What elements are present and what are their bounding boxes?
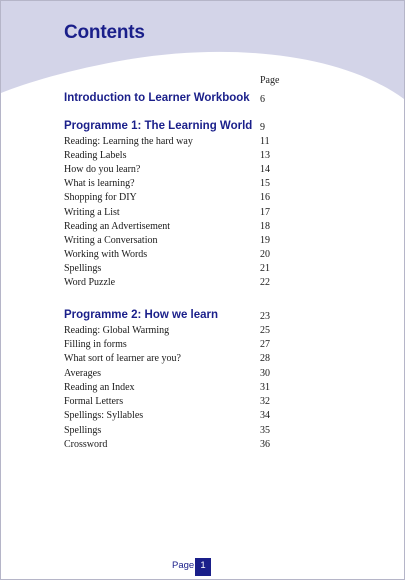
toc-page-number: 16 (260, 192, 270, 203)
toc-entry-label: Formal Letters (64, 396, 124, 407)
toc-entry-label: Writing a List (64, 207, 120, 218)
toc-entry-label: Reading an Advertisement (64, 221, 171, 232)
toc-page-number: 25 (260, 325, 270, 336)
toc-entry[interactable] (64, 439, 284, 453)
toc-entry-label: Shopping for DIY (64, 192, 137, 203)
toc-entry-label: Writing a Conversation (64, 235, 158, 246)
toc-entry[interactable] (64, 277, 284, 291)
toc-heading-programme-2[interactable] (64, 311, 284, 325)
toc-entry-label: Working with Words (64, 249, 148, 260)
toc-page-number: 32 (260, 396, 270, 407)
toc-entry[interactable] (64, 192, 284, 206)
toc-page-number: 27 (260, 339, 270, 350)
toc-entry[interactable] (64, 164, 284, 178)
toc-entry[interactable] (64, 235, 284, 249)
footer-page-number: 1 (195, 558, 211, 576)
toc-entry-label: How do you learn? (64, 164, 141, 175)
toc-entry-introduction[interactable] (64, 94, 284, 108)
toc-page-number: 23 (260, 311, 270, 322)
toc-page-number: 28 (260, 353, 270, 364)
toc-entry[interactable] (64, 325, 284, 339)
toc-page-number: 18 (260, 221, 270, 232)
toc-entry[interactable] (64, 410, 284, 424)
toc-entry[interactable] (64, 339, 284, 353)
toc-entry[interactable] (64, 425, 284, 439)
toc-heading-programme-1[interactable] (64, 122, 284, 136)
toc-entry-label: Word Puzzle (64, 277, 116, 288)
toc-entry-label: What sort of learner are you? (64, 353, 181, 364)
toc-entry[interactable] (64, 368, 284, 382)
page-column-label: Page (260, 75, 280, 86)
toc-entry[interactable] (64, 136, 284, 150)
toc-entry[interactable] (64, 221, 284, 235)
toc-entry-label: Spellings (64, 263, 102, 274)
footer-page-label: Page (172, 560, 195, 571)
toc-page-number: 9 (260, 122, 265, 133)
toc-page-number: 6 (260, 94, 265, 105)
toc-page-number: 21 (260, 263, 270, 274)
toc-entry-label: Reading: Learning the hard way (64, 136, 193, 147)
toc-page-number: 30 (260, 368, 270, 379)
toc-entry-label: Spellings (64, 425, 102, 436)
toc-entry[interactable] (64, 396, 284, 410)
toc-entry-label: Spellings: Syllables (64, 410, 144, 421)
toc-page-number: 35 (260, 425, 270, 436)
toc-page-number: 13 (260, 150, 270, 161)
toc-entry-label: Filling in forms (64, 339, 127, 350)
toc-entry[interactable] (64, 263, 284, 277)
toc-entry[interactable] (64, 353, 284, 367)
toc-heading-label: Programme 2: How we learn (64, 309, 219, 321)
toc-entry-label: What is learning? (64, 178, 135, 189)
toc-page-number: 15 (260, 178, 270, 189)
toc-page-number: 34 (260, 410, 270, 421)
toc-entry-label: Reading Labels (64, 150, 127, 161)
toc-page-number: 36 (260, 439, 270, 450)
toc-entry[interactable] (64, 207, 284, 221)
toc-heading-label: Introduction to Learner Workbook (64, 92, 250, 104)
toc-page-number: 22 (260, 277, 270, 288)
toc-page-number: 19 (260, 235, 270, 246)
toc-entry[interactable] (64, 178, 284, 192)
toc-entry[interactable] (64, 150, 284, 164)
page-title: Contents (64, 22, 145, 43)
toc-entry-label: Averages (64, 368, 102, 379)
toc-entry-label: Reading an Index (64, 382, 135, 393)
toc-page-number: 20 (260, 249, 270, 260)
toc-entry[interactable] (64, 249, 284, 263)
toc-heading-label: Programme 1: The Learning World (64, 120, 253, 132)
toc-page-number: 11 (260, 136, 270, 147)
toc-entry-label: Reading: Global Warming (64, 325, 170, 336)
toc-page-number: 17 (260, 207, 270, 218)
toc-entry-label: Crossword (64, 439, 108, 450)
toc-page-number: 14 (260, 164, 270, 175)
toc-page-number: 31 (260, 382, 270, 393)
toc-entry[interactable] (64, 382, 284, 396)
